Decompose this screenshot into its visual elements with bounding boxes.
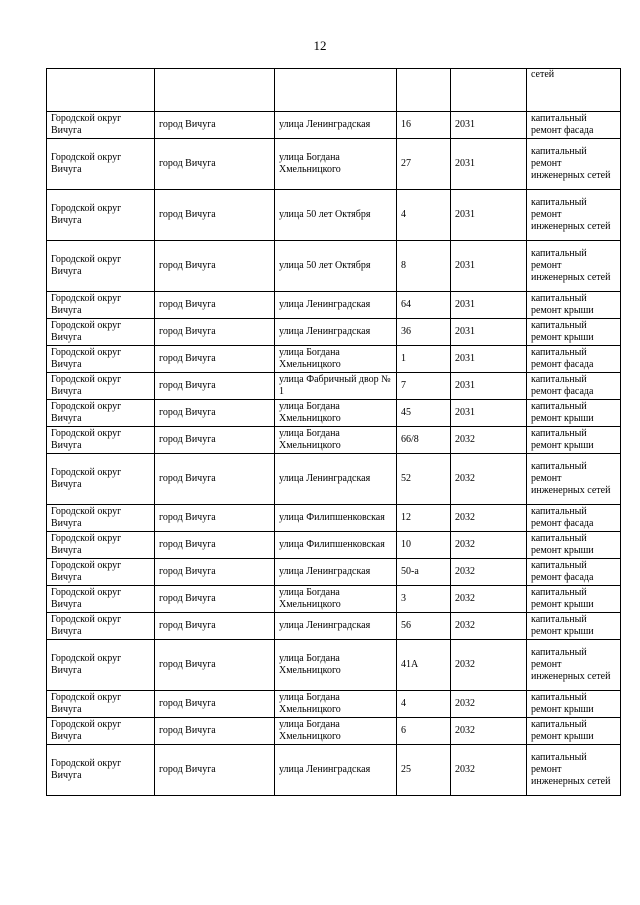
- table-row: [47, 559, 621, 586]
- street-cell: улица Филипшенковская: [275, 505, 397, 532]
- street-cell: улица Богдана Хмельницкого: [275, 346, 397, 373]
- table-row: [47, 400, 621, 427]
- work-type-cell: капитальный ремонт крыши: [527, 586, 621, 613]
- house-number-cell: 1: [397, 346, 451, 373]
- work-type-cell: капитальный ремонт инженерных сетей: [527, 454, 621, 505]
- municipality-cell: Городской округ Вичуга: [47, 586, 155, 613]
- municipality-cell: Городской округ Вичуга: [47, 292, 155, 319]
- street-cell: улица Богдана Хмельницкого: [275, 640, 397, 691]
- repair-year-cell: 2031: [451, 319, 527, 346]
- municipality-cell: Городской округ Вичуга: [47, 454, 155, 505]
- settlement-cell: город Вичуга: [155, 454, 275, 505]
- empty-cell: [397, 69, 451, 112]
- settlement-cell: город Вичуга: [155, 718, 275, 745]
- house-number-cell: 3: [397, 586, 451, 613]
- table-row: [47, 190, 621, 241]
- settlement-cell: город Вичуга: [155, 586, 275, 613]
- work-type-cell: капитальный ремонт фасада: [527, 559, 621, 586]
- municipality-cell: Городской округ Вичуга: [47, 613, 155, 640]
- house-number-cell: 4: [397, 190, 451, 241]
- table-row: [47, 745, 621, 796]
- table-row: [47, 241, 621, 292]
- municipality-cell: Городской округ Вичуга: [47, 139, 155, 190]
- settlement-cell: город Вичуга: [155, 559, 275, 586]
- work-type-cell: капитальный ремонт крыши: [527, 613, 621, 640]
- street-cell: улица Ленинградская: [275, 745, 397, 796]
- house-number-cell: 27: [397, 139, 451, 190]
- street-cell: улица Фабричный двор № 1: [275, 373, 397, 400]
- municipality-cell: Городской округ Вичуга: [47, 190, 155, 241]
- continuation-row: [47, 69, 621, 112]
- table-row: [47, 532, 621, 559]
- street-cell: улица Ленинградская: [275, 112, 397, 139]
- work-type-cell: капитальный ремонт инженерных сетей: [527, 190, 621, 241]
- page-number: 12: [313, 38, 327, 53]
- table-row: [47, 640, 621, 691]
- municipality-cell: Городской округ Вичуга: [47, 640, 155, 691]
- house-number-cell: 10: [397, 532, 451, 559]
- table-row: [47, 613, 621, 640]
- street-cell: улица Ленинградская: [275, 454, 397, 505]
- table-row: [47, 427, 621, 454]
- table-body: [47, 69, 621, 796]
- table-row: [47, 139, 621, 190]
- repair-year-cell: 2031: [451, 190, 527, 241]
- settlement-cell: город Вичуга: [155, 427, 275, 454]
- repair-year-cell: 2032: [451, 505, 527, 532]
- street-cell: улица Ленинградская: [275, 559, 397, 586]
- table-row: [47, 292, 621, 319]
- settlement-cell: город Вичуга: [155, 241, 275, 292]
- repair-year-cell: 2031: [451, 139, 527, 190]
- house-number-cell: 8: [397, 241, 451, 292]
- work-type-cell: капитальный ремонт крыши: [527, 691, 621, 718]
- settlement-cell: город Вичуга: [155, 190, 275, 241]
- house-number-cell: 25: [397, 745, 451, 796]
- street-cell: улица Ленинградская: [275, 319, 397, 346]
- municipality-cell: Городской округ Вичуга: [47, 319, 155, 346]
- table-row: [47, 346, 621, 373]
- settlement-cell: город Вичуга: [155, 640, 275, 691]
- work-type-cell: капитальный ремонт фасада: [527, 373, 621, 400]
- empty-cell: [155, 69, 275, 112]
- street-cell: улица Богдана Хмельницкого: [275, 586, 397, 613]
- municipality-cell: Городской округ Вичуга: [47, 373, 155, 400]
- settlement-cell: город Вичуга: [155, 112, 275, 139]
- empty-cell: [451, 69, 527, 112]
- settlement-cell: город Вичуга: [155, 532, 275, 559]
- settlement-cell: город Вичуга: [155, 319, 275, 346]
- empty-cell: [47, 69, 155, 112]
- work-type-cell: капитальный ремонт инженерных сетей: [527, 745, 621, 796]
- settlement-cell: город Вичуга: [155, 745, 275, 796]
- repair-year-cell: 2032: [451, 586, 527, 613]
- settlement-cell: город Вичуга: [155, 373, 275, 400]
- settlement-cell: город Вичуга: [155, 691, 275, 718]
- empty-cell: [275, 69, 397, 112]
- work-type-cell: капитальный ремонт инженерных сетей: [527, 640, 621, 691]
- repair-year-cell: 2031: [451, 241, 527, 292]
- work-type-cell: капитальный ремонт крыши: [527, 427, 621, 454]
- work-type-cell: капитальный ремонт крыши: [527, 319, 621, 346]
- table-row: [47, 112, 621, 139]
- house-number-cell: 66/8: [397, 427, 451, 454]
- street-cell: улица 50 лет Октября: [275, 241, 397, 292]
- repair-year-cell: 2032: [451, 559, 527, 586]
- work-type-cell: капитальный ремонт фасада: [527, 346, 621, 373]
- municipality-cell: Городской округ Вичуга: [47, 400, 155, 427]
- table-row: [47, 319, 621, 346]
- house-number-cell: 16: [397, 112, 451, 139]
- house-number-cell: 56: [397, 613, 451, 640]
- repair-year-cell: 2032: [451, 745, 527, 796]
- repair-year-cell: 2031: [451, 346, 527, 373]
- municipality-cell: Городской округ Вичуга: [47, 505, 155, 532]
- repair-year-cell: 2032: [451, 532, 527, 559]
- municipality-cell: Городской округ Вичуга: [47, 718, 155, 745]
- repair-year-cell: 2031: [451, 112, 527, 139]
- street-cell: улица Ленинградская: [275, 613, 397, 640]
- settlement-cell: город Вичуга: [155, 292, 275, 319]
- repair-year-cell: 2031: [451, 373, 527, 400]
- house-number-cell: 45: [397, 400, 451, 427]
- work-type-cell: капитальный ремонт фасада: [527, 505, 621, 532]
- municipality-cell: Городской округ Вичуга: [47, 532, 155, 559]
- house-number-cell: 6: [397, 718, 451, 745]
- house-number-cell: 36: [397, 319, 451, 346]
- street-cell: улица Богдана Хмельницкого: [275, 718, 397, 745]
- street-cell: улица Богдана Хмельницкого: [275, 427, 397, 454]
- table-row: [47, 586, 621, 613]
- repair-year-cell: 2032: [451, 427, 527, 454]
- municipality-cell: Городской округ Вичуга: [47, 427, 155, 454]
- municipality-cell: Городской округ Вичуга: [47, 691, 155, 718]
- housing-repair-table: [46, 68, 621, 796]
- municipality-cell: Городской округ Вичуга: [47, 241, 155, 292]
- repair-year-cell: 2031: [451, 400, 527, 427]
- repair-year-cell: 2031: [451, 292, 527, 319]
- repair-year-cell: 2032: [451, 640, 527, 691]
- continuation-work-cell: сетей: [527, 69, 621, 112]
- table-row: [47, 454, 621, 505]
- house-number-cell: 52: [397, 454, 451, 505]
- house-number-cell: 7: [397, 373, 451, 400]
- street-cell: улица Богдана Хмельницкого: [275, 139, 397, 190]
- work-type-cell: капитальный ремонт крыши: [527, 400, 621, 427]
- settlement-cell: город Вичуга: [155, 346, 275, 373]
- work-type-cell: капитальный ремонт инженерных сетей: [527, 139, 621, 190]
- work-type-cell: капитальный ремонт крыши: [527, 718, 621, 745]
- repair-year-cell: 2032: [451, 691, 527, 718]
- municipality-cell: Городской округ Вичуга: [47, 745, 155, 796]
- settlement-cell: город Вичуга: [155, 505, 275, 532]
- table-row: [47, 691, 621, 718]
- repair-year-cell: 2032: [451, 718, 527, 745]
- street-cell: улица 50 лет Октября: [275, 190, 397, 241]
- repair-year-cell: 2032: [451, 613, 527, 640]
- house-number-cell: 50-а: [397, 559, 451, 586]
- street-cell: улица Богдана Хмельницкого: [275, 400, 397, 427]
- street-cell: улица Филипшенковская: [275, 532, 397, 559]
- settlement-cell: город Вичуга: [155, 139, 275, 190]
- work-type-cell: капитальный ремонт инженерных сетей: [527, 241, 621, 292]
- municipality-cell: Городской округ Вичуга: [47, 346, 155, 373]
- house-number-cell: 64: [397, 292, 451, 319]
- street-cell: улица Богдана Хмельницкого: [275, 691, 397, 718]
- house-number-cell: 12: [397, 505, 451, 532]
- table-row: [47, 373, 621, 400]
- work-type-cell: капитальный ремонт крыши: [527, 532, 621, 559]
- table-row: [47, 718, 621, 745]
- table-row: [47, 505, 621, 532]
- municipality-cell: Городской округ Вичуга: [47, 559, 155, 586]
- work-type-cell: капитальный ремонт крыши: [527, 292, 621, 319]
- street-cell: улица Ленинградская: [275, 292, 397, 319]
- work-type-cell: капитальный ремонт фасада: [527, 112, 621, 139]
- settlement-cell: город Вичуга: [155, 400, 275, 427]
- municipality-cell: Городской округ Вичуга: [47, 112, 155, 139]
- house-number-cell: 41А: [397, 640, 451, 691]
- house-number-cell: 4: [397, 691, 451, 718]
- repair-year-cell: 2032: [451, 454, 527, 505]
- settlement-cell: город Вичуга: [155, 613, 275, 640]
